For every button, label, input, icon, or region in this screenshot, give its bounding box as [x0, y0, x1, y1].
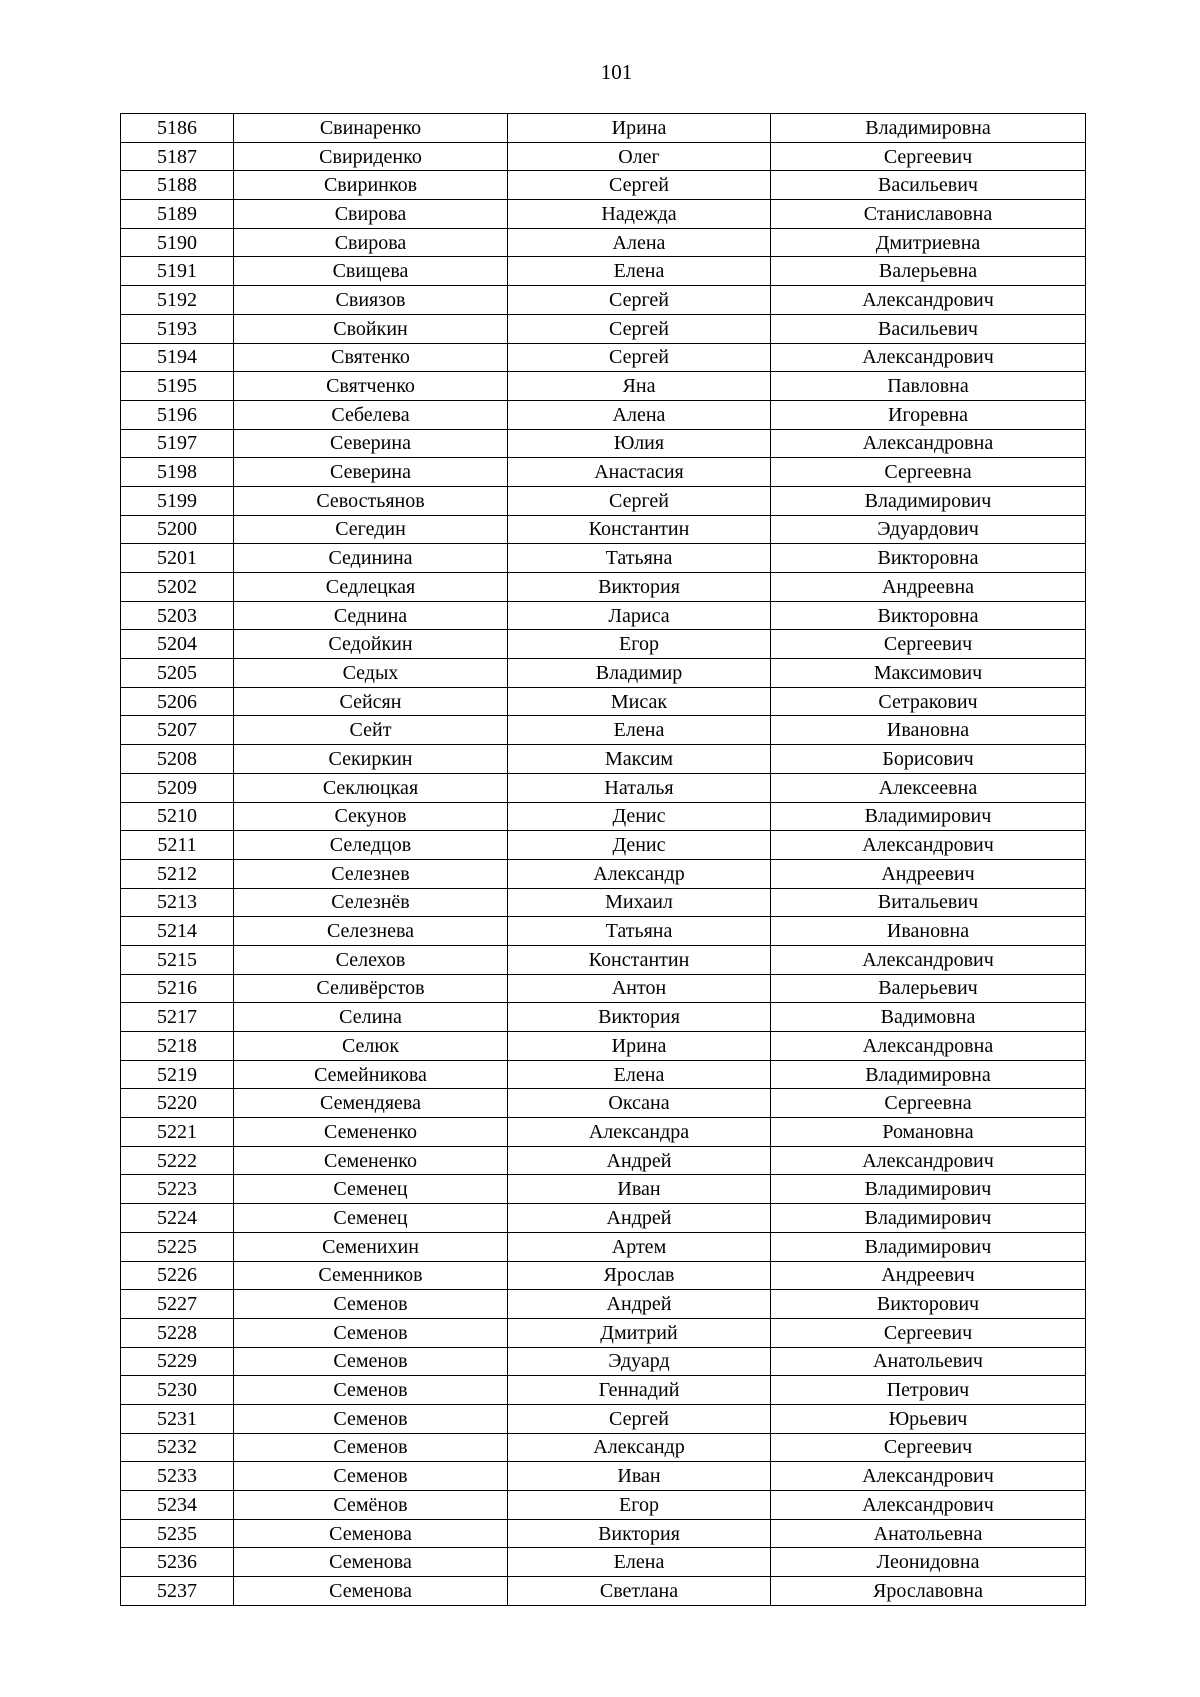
patronymic-cell: Сергеевич	[771, 1318, 1086, 1347]
record-number-cell: 5191	[121, 257, 234, 286]
patronymic-cell: Сетракович	[771, 687, 1086, 716]
surname-cell: Святенко	[234, 343, 508, 372]
table-row	[121, 1060, 1086, 1089]
record-number-cell: 5204	[121, 630, 234, 659]
table-row	[121, 687, 1086, 716]
first-name-cell: Елена	[508, 257, 771, 286]
patronymic-cell: Викторовна	[771, 601, 1086, 630]
patronymic-cell: Анатольевич	[771, 1347, 1086, 1376]
table-row	[121, 257, 1086, 286]
surname-cell: Седых	[234, 659, 508, 688]
surname-cell: Секунов	[234, 802, 508, 831]
patronymic-cell: Ярославовна	[771, 1577, 1086, 1606]
record-number-cell: 5232	[121, 1433, 234, 1462]
record-number-cell: 5216	[121, 974, 234, 1003]
table-row	[121, 1146, 1086, 1175]
first-name-cell: Наталья	[508, 773, 771, 802]
table-row	[121, 228, 1086, 257]
surname-cell: Святченко	[234, 372, 508, 401]
record-number-cell: 5206	[121, 687, 234, 716]
surname-cell: Селезнева	[234, 917, 508, 946]
patronymic-cell: Сергеевна	[771, 1089, 1086, 1118]
record-number-cell: 5220	[121, 1089, 234, 1118]
surname-cell: Себелева	[234, 400, 508, 429]
patronymic-cell: Владимировна	[771, 1060, 1086, 1089]
table-row	[121, 659, 1086, 688]
patronymic-cell: Сергеевич	[771, 142, 1086, 171]
record-number-cell: 5237	[121, 1577, 234, 1606]
first-name-cell: Константин	[508, 515, 771, 544]
record-number-cell: 5196	[121, 400, 234, 429]
record-number-cell: 5189	[121, 200, 234, 229]
surname-cell: Семенихин	[234, 1232, 508, 1261]
patronymic-cell: Александровна	[771, 1032, 1086, 1061]
record-number-cell: 5202	[121, 573, 234, 602]
surname-cell: Сегедин	[234, 515, 508, 544]
table-row	[121, 945, 1086, 974]
first-name-cell: Артем	[508, 1232, 771, 1261]
first-name-cell: Дмитрий	[508, 1318, 771, 1347]
table-row	[121, 1204, 1086, 1233]
surname-cell: Северина	[234, 429, 508, 458]
first-name-cell: Егор	[508, 630, 771, 659]
surname-cell: Свиринков	[234, 171, 508, 200]
first-name-cell: Эдуард	[508, 1347, 771, 1376]
surname-cell: Селезнёв	[234, 888, 508, 917]
patronymic-cell: Эдуардович	[771, 515, 1086, 544]
patronymic-cell: Максимович	[771, 659, 1086, 688]
surname-cell: Семененко	[234, 1146, 508, 1175]
surname-cell: Семененко	[234, 1118, 508, 1147]
patronymic-cell: Александрович	[771, 1462, 1086, 1491]
surname-cell: Свирова	[234, 200, 508, 229]
table-row	[121, 917, 1086, 946]
record-number-cell: 5187	[121, 142, 234, 171]
surname-cell: Семенов	[234, 1290, 508, 1319]
patronymic-cell: Владимировна	[771, 114, 1086, 143]
table-row	[121, 1175, 1086, 1204]
table-row	[121, 171, 1086, 200]
table-row	[121, 859, 1086, 888]
record-number-cell: 5217	[121, 1003, 234, 1032]
surname-cell: Севостьянов	[234, 486, 508, 515]
surname-cell: Семенов	[234, 1404, 508, 1433]
patronymic-cell: Александрович	[771, 343, 1086, 372]
patronymic-cell: Сергеевич	[771, 630, 1086, 659]
record-number-cell: 5194	[121, 343, 234, 372]
patronymic-cell: Алексеевна	[771, 773, 1086, 802]
first-name-cell: Оксана	[508, 1089, 771, 1118]
first-name-cell: Алена	[508, 400, 771, 429]
patronymic-cell: Андреевич	[771, 1261, 1086, 1290]
record-number-cell: 5230	[121, 1376, 234, 1405]
record-number-cell: 5218	[121, 1032, 234, 1061]
surname-cell: Селедцов	[234, 831, 508, 860]
table-row	[121, 1232, 1086, 1261]
table-row	[121, 1347, 1086, 1376]
first-name-cell: Андрей	[508, 1290, 771, 1319]
patronymic-cell: Владимирович	[771, 1204, 1086, 1233]
surname-cell: Северина	[234, 458, 508, 487]
first-name-cell: Надежда	[508, 200, 771, 229]
record-number-cell: 5215	[121, 945, 234, 974]
first-name-cell: Ирина	[508, 1032, 771, 1061]
record-number-cell: 5226	[121, 1261, 234, 1290]
record-number-cell: 5211	[121, 831, 234, 860]
surname-cell: Семенова	[234, 1548, 508, 1577]
record-number-cell: 5203	[121, 601, 234, 630]
patronymic-cell: Романовна	[771, 1118, 1086, 1147]
record-number-cell: 5186	[121, 114, 234, 143]
record-number-cell: 5198	[121, 458, 234, 487]
surname-cell: Семенов	[234, 1347, 508, 1376]
table-row	[121, 458, 1086, 487]
first-name-cell: Анастасия	[508, 458, 771, 487]
table-row	[121, 773, 1086, 802]
table-row	[121, 486, 1086, 515]
surname-cell: Свириденко	[234, 142, 508, 171]
names-table-body	[121, 114, 1086, 1606]
patronymic-cell: Сергеевна	[771, 458, 1086, 487]
surname-cell: Семенов	[234, 1318, 508, 1347]
table-row	[121, 1290, 1086, 1319]
record-number-cell: 5233	[121, 1462, 234, 1491]
record-number-cell: 5227	[121, 1290, 234, 1319]
record-number-cell: 5210	[121, 802, 234, 831]
table-row	[121, 1404, 1086, 1433]
names-table	[120, 113, 1086, 1606]
surname-cell: Селина	[234, 1003, 508, 1032]
table-row	[121, 745, 1086, 774]
first-name-cell: Максим	[508, 745, 771, 774]
record-number-cell: 5222	[121, 1146, 234, 1175]
table-row	[121, 1491, 1086, 1520]
table-row	[121, 601, 1086, 630]
first-name-cell: Андрей	[508, 1146, 771, 1175]
record-number-cell: 5201	[121, 544, 234, 573]
record-number-cell: 5209	[121, 773, 234, 802]
record-number-cell: 5231	[121, 1404, 234, 1433]
patronymic-cell: Борисович	[771, 745, 1086, 774]
table-row	[121, 1261, 1086, 1290]
first-name-cell: Иван	[508, 1462, 771, 1491]
record-number-cell: 5236	[121, 1548, 234, 1577]
surname-cell: Семенов	[234, 1462, 508, 1491]
table-row	[121, 1548, 1086, 1577]
table-row	[121, 1003, 1086, 1032]
patronymic-cell: Ивановна	[771, 917, 1086, 946]
table-row	[121, 1376, 1086, 1405]
first-name-cell: Геннадий	[508, 1376, 771, 1405]
record-number-cell: 5207	[121, 716, 234, 745]
record-number-cell: 5213	[121, 888, 234, 917]
first-name-cell: Татьяна	[508, 544, 771, 573]
first-name-cell: Александр	[508, 1433, 771, 1462]
patronymic-cell: Викторович	[771, 1290, 1086, 1319]
surname-cell: Секлюцкая	[234, 773, 508, 802]
table-row	[121, 716, 1086, 745]
first-name-cell: Елена	[508, 716, 771, 745]
patronymic-cell: Андреевич	[771, 859, 1086, 888]
record-number-cell: 5235	[121, 1519, 234, 1548]
first-name-cell: Елена	[508, 1548, 771, 1577]
surname-cell: Сединина	[234, 544, 508, 573]
table-row	[121, 200, 1086, 229]
first-name-cell: Юлия	[508, 429, 771, 458]
record-number-cell: 5200	[121, 515, 234, 544]
first-name-cell: Сергей	[508, 343, 771, 372]
record-number-cell: 5214	[121, 917, 234, 946]
first-name-cell: Денис	[508, 802, 771, 831]
surname-cell: Свищева	[234, 257, 508, 286]
first-name-cell: Светлана	[508, 1577, 771, 1606]
table-row	[121, 1519, 1086, 1548]
first-name-cell: Сергей	[508, 1404, 771, 1433]
record-number-cell: 5199	[121, 486, 234, 515]
table-row	[121, 1577, 1086, 1606]
first-name-cell: Виктория	[508, 1519, 771, 1548]
table-row	[121, 802, 1086, 831]
table-row	[121, 114, 1086, 143]
first-name-cell: Виктория	[508, 573, 771, 602]
surname-cell: Секиркин	[234, 745, 508, 774]
first-name-cell: Лариса	[508, 601, 771, 630]
surname-cell: Семенов	[234, 1376, 508, 1405]
surname-cell: Седлецкая	[234, 573, 508, 602]
first-name-cell: Алена	[508, 228, 771, 257]
patronymic-cell: Андреевна	[771, 573, 1086, 602]
patronymic-cell: Ивановна	[771, 716, 1086, 745]
surname-cell: Свиязов	[234, 286, 508, 315]
first-name-cell: Мисак	[508, 687, 771, 716]
surname-cell: Семёнов	[234, 1491, 508, 1520]
surname-cell: Селюк	[234, 1032, 508, 1061]
record-number-cell: 5212	[121, 859, 234, 888]
patronymic-cell: Анатольевна	[771, 1519, 1086, 1548]
surname-cell: Свинаренко	[234, 114, 508, 143]
record-number-cell: 5219	[121, 1060, 234, 1089]
patronymic-cell: Александровна	[771, 429, 1086, 458]
first-name-cell: Андрей	[508, 1204, 771, 1233]
first-name-cell: Константин	[508, 945, 771, 974]
first-name-cell: Ирина	[508, 114, 771, 143]
table-row	[121, 372, 1086, 401]
first-name-cell: Сергей	[508, 314, 771, 343]
table-row	[121, 1462, 1086, 1491]
record-number-cell: 5205	[121, 659, 234, 688]
patronymic-cell: Александрович	[771, 286, 1086, 315]
surname-cell: Семенец	[234, 1175, 508, 1204]
first-name-cell: Александр	[508, 859, 771, 888]
first-name-cell: Сергей	[508, 286, 771, 315]
surname-cell: Семендяева	[234, 1089, 508, 1118]
surname-cell: Седойкин	[234, 630, 508, 659]
table-row	[121, 888, 1086, 917]
table-row	[121, 515, 1086, 544]
record-number-cell: 5195	[121, 372, 234, 401]
first-name-cell: Яна	[508, 372, 771, 401]
record-number-cell: 5223	[121, 1175, 234, 1204]
first-name-cell: Олег	[508, 142, 771, 171]
surname-cell: Свойкин	[234, 314, 508, 343]
table-row	[121, 630, 1086, 659]
table-row	[121, 1433, 1086, 1462]
table-row	[121, 1318, 1086, 1347]
surname-cell: Сейсян	[234, 687, 508, 716]
table-row	[121, 343, 1086, 372]
patronymic-cell: Валерьевна	[771, 257, 1086, 286]
surname-cell: Селивёрстов	[234, 974, 508, 1003]
page-number: 101	[600, 60, 633, 84]
first-name-cell: Сергей	[508, 486, 771, 515]
table-row	[121, 400, 1086, 429]
first-name-cell: Антон	[508, 974, 771, 1003]
patronymic-cell: Александрович	[771, 1146, 1086, 1175]
patronymic-cell: Васильевич	[771, 314, 1086, 343]
surname-cell: Семенова	[234, 1577, 508, 1606]
first-name-cell: Александра	[508, 1118, 771, 1147]
first-name-cell: Егор	[508, 1491, 771, 1520]
surname-cell: Семенов	[234, 1433, 508, 1462]
record-number-cell: 5234	[121, 1491, 234, 1520]
table-row	[121, 429, 1086, 458]
first-name-cell: Татьяна	[508, 917, 771, 946]
surname-cell: Семенец	[234, 1204, 508, 1233]
record-number-cell: 5192	[121, 286, 234, 315]
table-row	[121, 831, 1086, 860]
surname-cell: Семенников	[234, 1261, 508, 1290]
surname-cell: Селезнев	[234, 859, 508, 888]
patronymic-cell: Владимирович	[771, 1175, 1086, 1204]
patronymic-cell: Александрович	[771, 945, 1086, 974]
patronymic-cell: Сергеевич	[771, 1433, 1086, 1462]
table-row	[121, 142, 1086, 171]
record-number-cell: 5228	[121, 1318, 234, 1347]
table-row	[121, 1032, 1086, 1061]
first-name-cell: Сергей	[508, 171, 771, 200]
record-number-cell: 5208	[121, 745, 234, 774]
table-row	[121, 1089, 1086, 1118]
patronymic-cell: Владимирович	[771, 486, 1086, 515]
table-row	[121, 314, 1086, 343]
patronymic-cell: Александрович	[771, 831, 1086, 860]
surname-cell: Селехов	[234, 945, 508, 974]
patronymic-cell: Викторовна	[771, 544, 1086, 573]
patronymic-cell: Александрович	[771, 1491, 1086, 1520]
record-number-cell: 5197	[121, 429, 234, 458]
table-row	[121, 573, 1086, 602]
surname-cell: Сейт	[234, 716, 508, 745]
record-number-cell: 5224	[121, 1204, 234, 1233]
patronymic-cell: Станиславовна	[771, 200, 1086, 229]
patronymic-cell: Владимирович	[771, 802, 1086, 831]
first-name-cell: Владимир	[508, 659, 771, 688]
table-row	[121, 1118, 1086, 1147]
first-name-cell: Денис	[508, 831, 771, 860]
surname-cell: Седнина	[234, 601, 508, 630]
first-name-cell: Иван	[508, 1175, 771, 1204]
surname-cell: Семенова	[234, 1519, 508, 1548]
record-number-cell: 5188	[121, 171, 234, 200]
table-row	[121, 974, 1086, 1003]
patronymic-cell: Павловна	[771, 372, 1086, 401]
patronymic-cell: Витальевич	[771, 888, 1086, 917]
surname-cell: Семейникова	[234, 1060, 508, 1089]
record-number-cell: 5193	[121, 314, 234, 343]
table-row	[121, 544, 1086, 573]
record-number-cell: 5221	[121, 1118, 234, 1147]
first-name-cell: Михаил	[508, 888, 771, 917]
record-number-cell: 5225	[121, 1232, 234, 1261]
patronymic-cell: Вадимовна	[771, 1003, 1086, 1032]
surname-cell: Свирова	[234, 228, 508, 257]
patronymic-cell: Валерьевич	[771, 974, 1086, 1003]
record-number-cell: 5229	[121, 1347, 234, 1376]
first-name-cell: Виктория	[508, 1003, 771, 1032]
record-number-cell: 5190	[121, 228, 234, 257]
patronymic-cell: Дмитриевна	[771, 228, 1086, 257]
table-row	[121, 286, 1086, 315]
patronymic-cell: Владимирович	[771, 1232, 1086, 1261]
first-name-cell: Ярослав	[508, 1261, 771, 1290]
patronymic-cell: Васильевич	[771, 171, 1086, 200]
patronymic-cell: Игоревна	[771, 400, 1086, 429]
patronymic-cell: Петрович	[771, 1376, 1086, 1405]
first-name-cell: Елена	[508, 1060, 771, 1089]
patronymic-cell: Леонидовна	[771, 1548, 1086, 1577]
patronymic-cell: Юрьевич	[771, 1404, 1086, 1433]
